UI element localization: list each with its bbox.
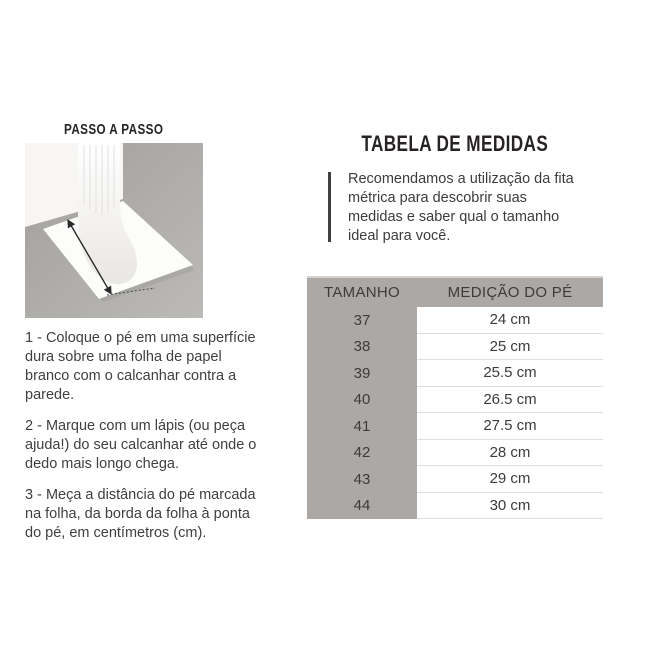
- foot-measurement-photo: [25, 143, 203, 318]
- step-3: 3 - Meça a distância do pé marcada na folha, da borda da folha à ponta do pé, em centímetros (cm).: [25, 487, 256, 541]
- table-row: [307, 334, 603, 361]
- table-row: [307, 413, 603, 440]
- measure-cell: 29 cm: [417, 466, 603, 493]
- foot-measurement-illustration: [25, 143, 203, 318]
- step-2: 2 - Marque com um lápis (ou peça ajuda!) do seu calcanhar até onde o dedo mais longo chega.: [25, 418, 257, 472]
- measure-cell: 26.5 cm: [417, 387, 603, 414]
- measure-cell: 25 cm: [417, 334, 603, 361]
- table-row: [307, 307, 603, 334]
- size-cell: 39: [307, 360, 417, 387]
- size-cell: 44: [307, 493, 417, 520]
- size-chart-title-text: TABELA DE MEDIDAS: [361, 131, 549, 156]
- table-row: [307, 360, 603, 387]
- quote-bar: [328, 172, 331, 242]
- header-measure: MEDIÇÃO DO PÉ: [417, 278, 603, 307]
- measure-cell: 27.5 cm: [417, 413, 603, 440]
- size-cell: 42: [307, 440, 417, 467]
- steps-title-text: PASSO A PASSO: [64, 121, 164, 138]
- table-row: [307, 466, 603, 493]
- size-cell: 37: [307, 307, 417, 334]
- measure-cell: 25.5 cm: [417, 360, 603, 387]
- size-cell: 43: [307, 466, 417, 493]
- measure-cell: 28 cm: [417, 440, 603, 467]
- measure-cell: 24 cm: [417, 307, 603, 334]
- size-cell: 40: [307, 387, 417, 414]
- step-1: 1 - Coloque o pé em uma superfície dura sobre uma folha de papel branco com o calcanhar contra a parede.: [25, 330, 256, 403]
- table-header-row: [307, 278, 603, 307]
- intro-text: Recomendamos a utilização da fita métrica para descobrir suas medidas e saber qual o tamanho ideal para você.: [348, 171, 574, 244]
- table-row: [307, 387, 603, 414]
- header-size: TAMANHO: [307, 278, 417, 307]
- steps-title: [25, 121, 203, 138]
- table-row: [307, 493, 603, 520]
- table-row: [307, 440, 603, 467]
- size-cell: 41: [307, 413, 417, 440]
- size-table: [307, 276, 603, 519]
- measure-cell: 30 cm: [417, 493, 603, 520]
- intro-quote: [328, 170, 596, 246]
- measurement-steps: [25, 329, 269, 543]
- size-chart-title: [307, 131, 603, 157]
- size-cell: 38: [307, 334, 417, 361]
